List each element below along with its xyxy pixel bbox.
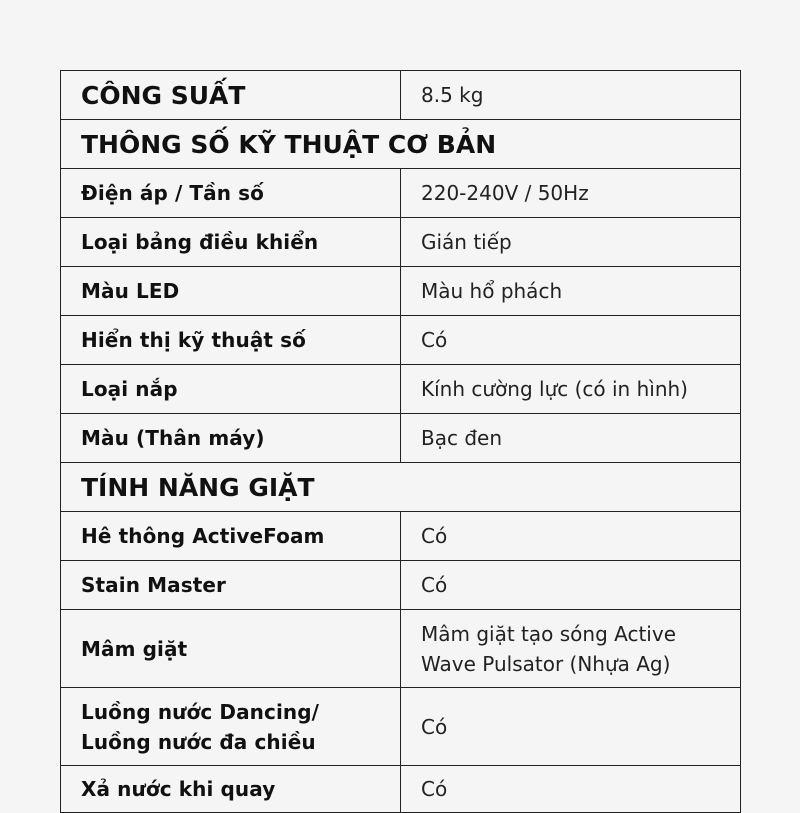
table-row (61, 766, 741, 813)
spec-value: Có (401, 512, 741, 561)
spec-table (60, 70, 741, 813)
spec-value: Kính cường lực (có in hình) (401, 365, 741, 414)
spec-label: Loại bảng điều khiển (61, 218, 401, 267)
section-header-basic-specs (61, 120, 741, 169)
spec-label: Loại nắp (61, 365, 401, 414)
spec-label: Stain Master (61, 561, 401, 610)
spec-label: Hê thông ActiveFoam (61, 512, 401, 561)
spec-value: Màu hổ phách (401, 267, 741, 316)
spec-value: Có (401, 688, 741, 766)
spec-value: Có (401, 766, 741, 813)
table-row (61, 218, 741, 267)
section-title: TÍNH NĂNG GIẶT (61, 463, 741, 512)
table-row (61, 561, 741, 610)
section-header-washing-features (61, 463, 741, 512)
spec-value: Mâm giặt tạo sóng Active Wave Pulsator (Nhựa Ag) (401, 610, 741, 688)
table-row (61, 610, 741, 688)
spec-label: Mâm giặt (61, 610, 401, 688)
spec-label: Màu (Thân máy) (61, 414, 401, 463)
spec-label: Điện áp / Tần số (61, 169, 401, 218)
spec-label: Xả nước khi quay (61, 766, 401, 813)
spec-label: Màu LED (61, 267, 401, 316)
table-row (61, 414, 741, 463)
spec-value: Gián tiếp (401, 218, 741, 267)
spec-label: Hiển thị kỹ thuật số (61, 316, 401, 365)
table-row (61, 688, 741, 766)
spec-value: 220-240V / 50Hz (401, 169, 741, 218)
table-row (61, 316, 741, 365)
table-row (61, 365, 741, 414)
table-row (61, 512, 741, 561)
capacity-value: 8.5 kg (401, 71, 741, 120)
capacity-label: CÔNG SUẤT (61, 71, 401, 120)
section-title: THÔNG SỐ KỸ THUẬT CƠ BẢN (61, 120, 741, 169)
spec-value: Bạc đen (401, 414, 741, 463)
spec-label: Luồng nước Dancing/ Luồng nước đa chiều (61, 688, 401, 766)
capacity-row (61, 71, 741, 120)
table-row (61, 169, 741, 218)
spec-value: Có (401, 561, 741, 610)
spec-value: Có (401, 316, 741, 365)
table-row (61, 267, 741, 316)
